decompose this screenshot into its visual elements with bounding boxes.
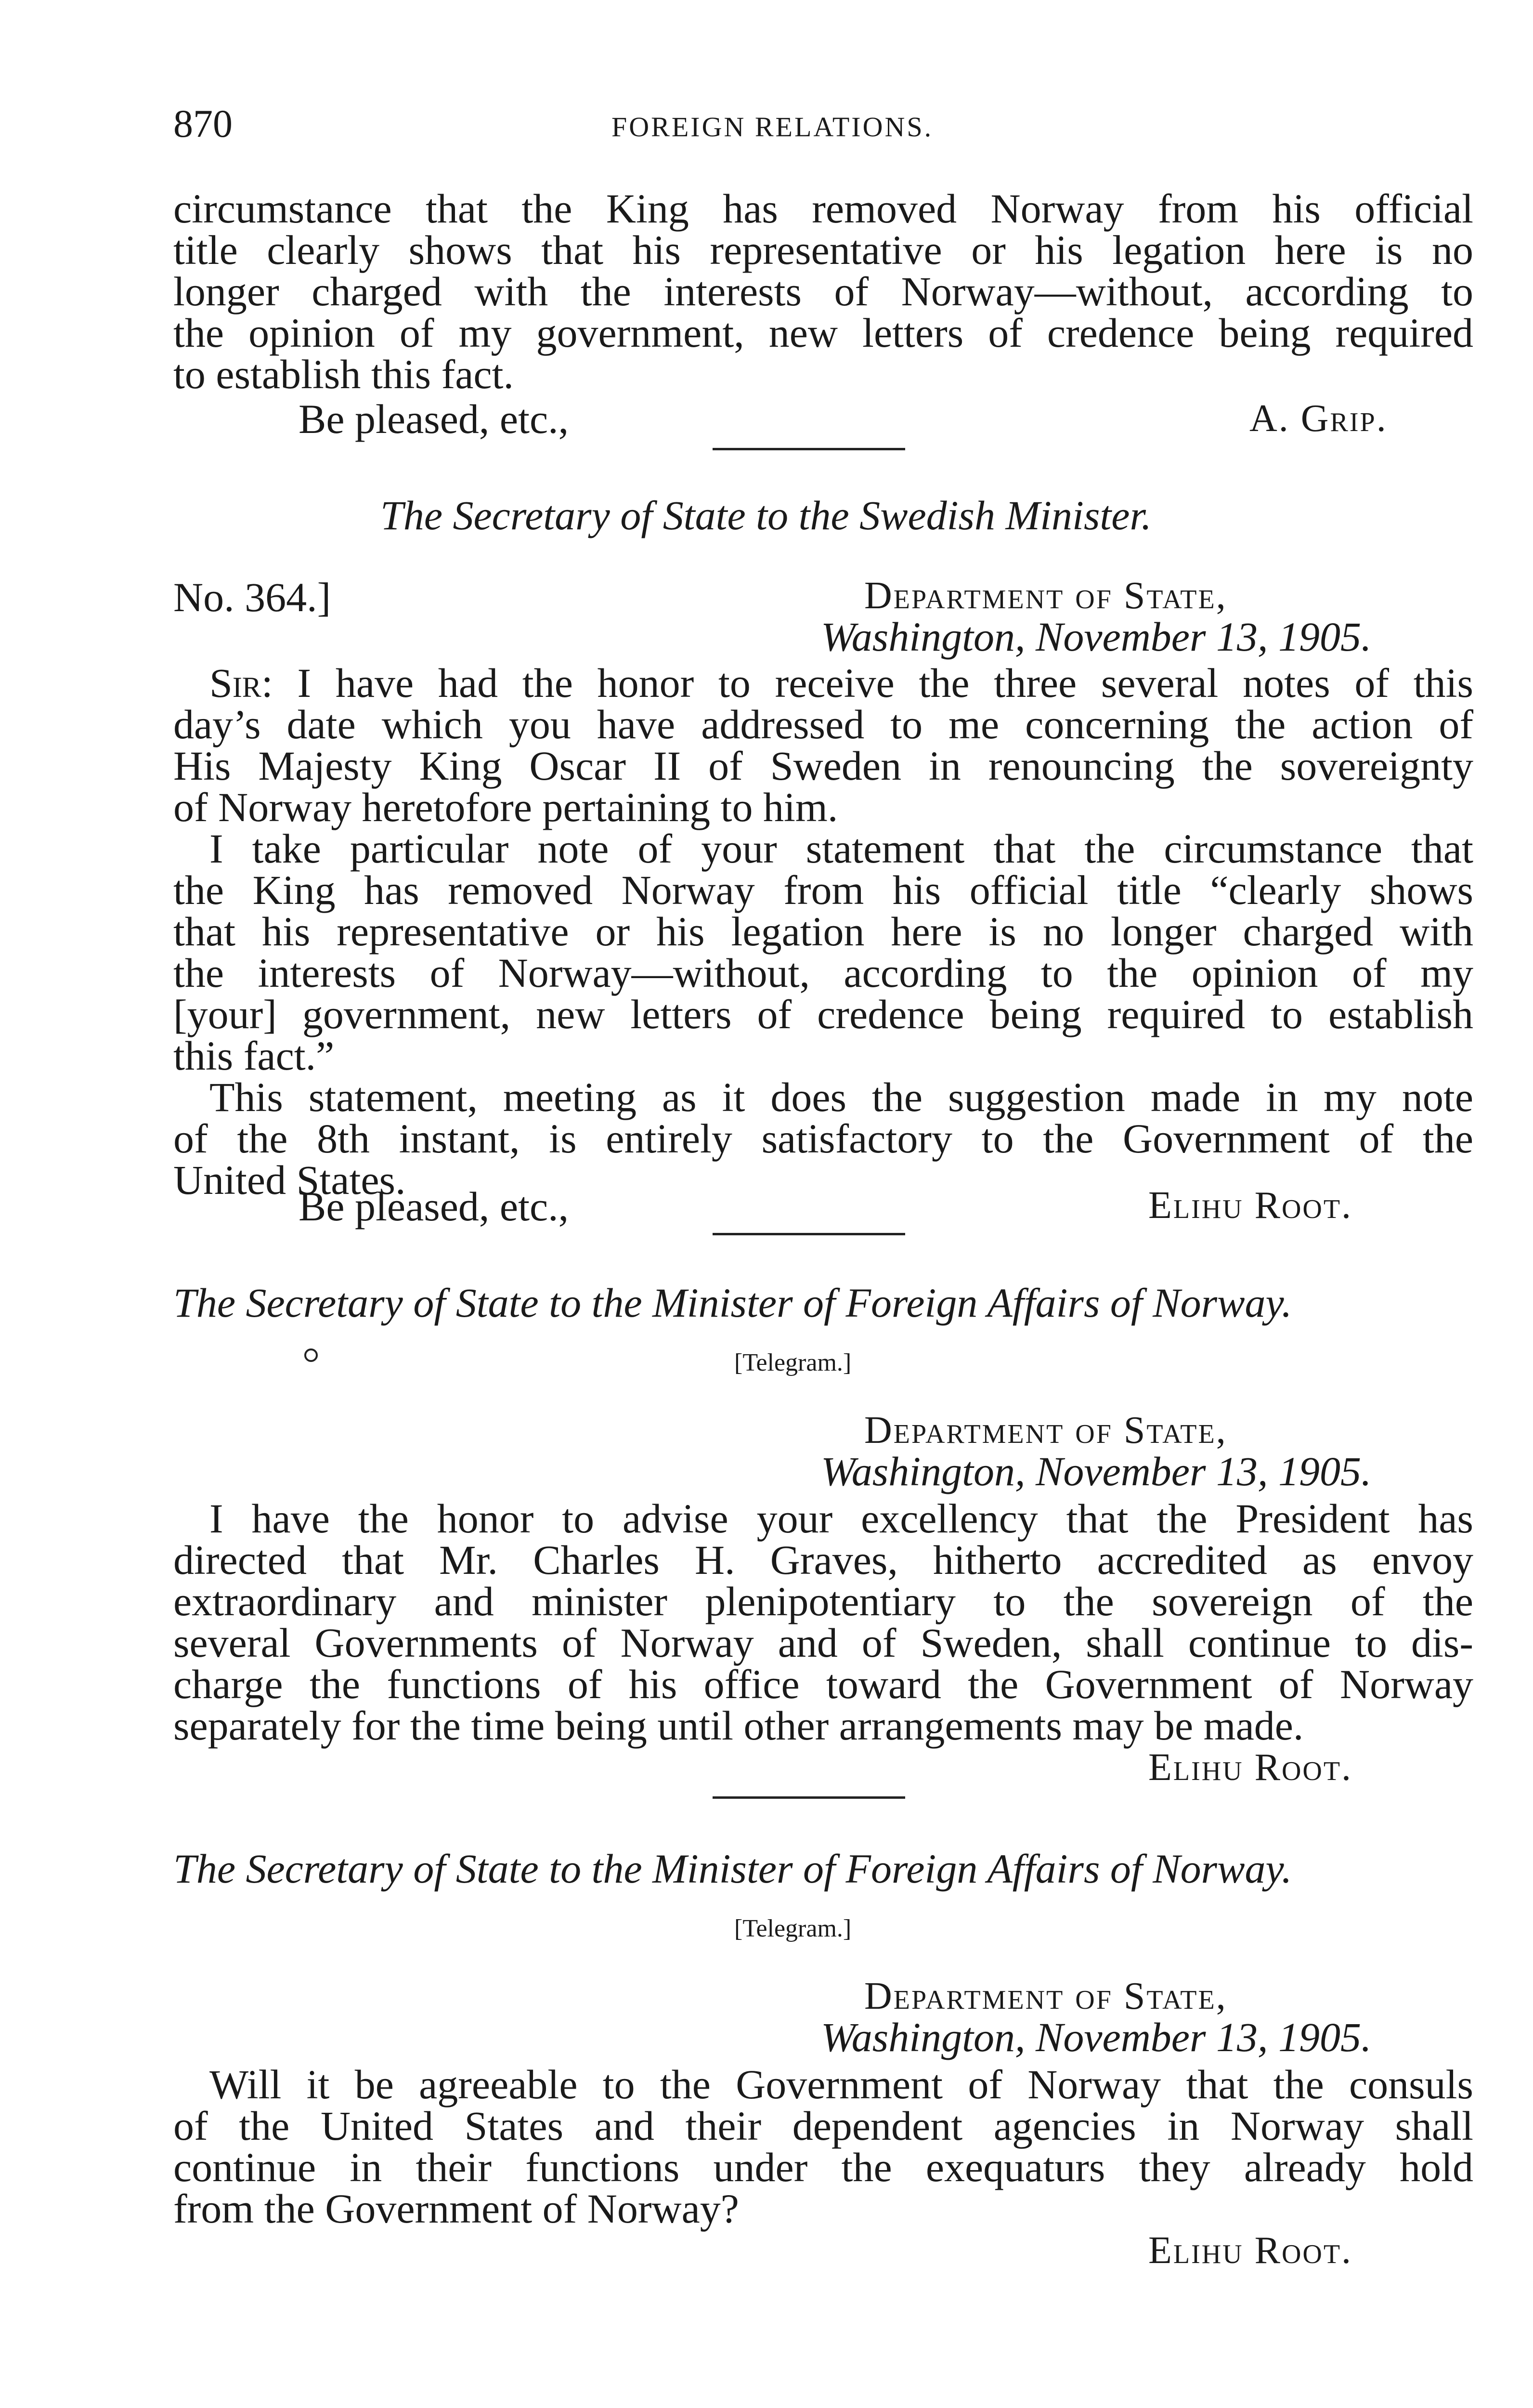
text-line: of the 8th instant, is entirely satisfactory to the Government of the [173,1115,1473,1162]
text-line: several Governments of Norway and of Sweden, shall continue to dis- [173,1620,1473,1666]
signature: A. Grip. [1249,397,1388,440]
text-line: the interests of Norway—without, according to the opinion of my [173,950,1473,996]
closing-text: Be pleased, etc., [299,1183,569,1230]
text-line: This statement, meeting as it does the suggestion made in my note [209,1074,1473,1120]
telegram-label: [Telegram.] [734,1915,852,1942]
running-head: FOREIGN RELATIONS. [611,111,934,143]
telegram-label: [Telegram.] [734,1349,852,1376]
text-line: His Majesty King Oscar II of Sweden in renouncing the sovereignty [173,743,1473,789]
signature: Elihu Root. [1148,1746,1353,1789]
stray-mark-icon [304,1348,318,1362]
text-line: charge the functions of his office toward the Government of Norway [173,1661,1473,1707]
letter-body [173,662,1473,1201]
text-line: I take particular note of your statement that the circumstance that [209,825,1473,872]
salutation: Sir: [209,660,273,706]
text-line: title clearly shows that his representative or his legation here is no [173,227,1473,273]
department-heading: Department of State, [864,1975,1227,2017]
text-line: continue in their functions under the exequaturs they already hold [173,2144,1473,2190]
signature: Elihu Root. [1148,1184,1353,1227]
place-date: Washington, November 13, 1905. [821,2014,1372,2060]
page-number: 870 [173,102,233,145]
closing-text: Be pleased, etc., [299,396,569,442]
dispatch-number: No. 364.] [173,574,331,620]
letter-body [173,1495,1473,1749]
letter-title: The Secretary of State to the Swedish Minister. [380,492,1152,538]
separator-rule [713,448,905,450]
text-line: circumstance that the King has removed Norway from his official [173,185,1473,232]
text-line: [your] government, new letters of credence being required to establish [173,991,1473,1037]
text-line: of the United States and their dependent agencies in Norway shall [173,2103,1473,2149]
department-heading: Department of State, [864,1409,1227,1452]
letter-body [173,2061,1473,2232]
letter-title: The Secretary of State to the Minister of Foreign Affairs of Norway. [173,1845,1292,1892]
text-line: extraordinary and minister plenipotentiary to the sovereign of the [173,1578,1473,1624]
text-line: day’s date which you have addressed to me concerning the action of [173,701,1473,747]
text-line: from the Government of Norway? [173,2186,739,2232]
text-line: the opinion of my government, new letters of credence being required [173,310,1473,356]
text-line: the King has removed Norway from his official title “clearly shows [173,867,1473,913]
text-line: I have the honor to advise your excellency that the President has [209,1495,1473,1542]
text-line: separately for the time being until other arrangements may be made. [173,1702,1304,1749]
text-line: of Norway heretofore pertaining to him. [173,784,838,830]
separator-rule [713,1796,905,1799]
text-line: that his representative or his legation here is no longer charged with [173,908,1473,955]
text-line: directed that Mr. Charles H. Graves, hitherto accredited as envoy [173,1537,1473,1583]
separator-rule [713,1233,905,1235]
text-line: this fact.” [173,1033,335,1079]
continuation-paragraph [173,185,1473,397]
text-line: Will it be agreeable to the Government of Norway that the consuls [209,2061,1473,2107]
letter-title: The Secretary of State to the Minister of Foreign Affairs of Norway. [173,1280,1292,1326]
department-heading: Department of State, [864,575,1227,617]
signature: Elihu Root. [1148,2229,1353,2272]
text-line: United States. [173,1157,406,1203]
text-line: to establish this fact. [173,351,514,397]
place-date: Washington, November 13, 1905. [821,1448,1372,1494]
text-line: Sir: I have had the honor to receive the three several notes of this [209,660,1474,706]
text-line: longer charged with the interests of Norway—without, according to [173,268,1473,314]
place-date: Washington, November 13, 1905. [821,614,1372,660]
